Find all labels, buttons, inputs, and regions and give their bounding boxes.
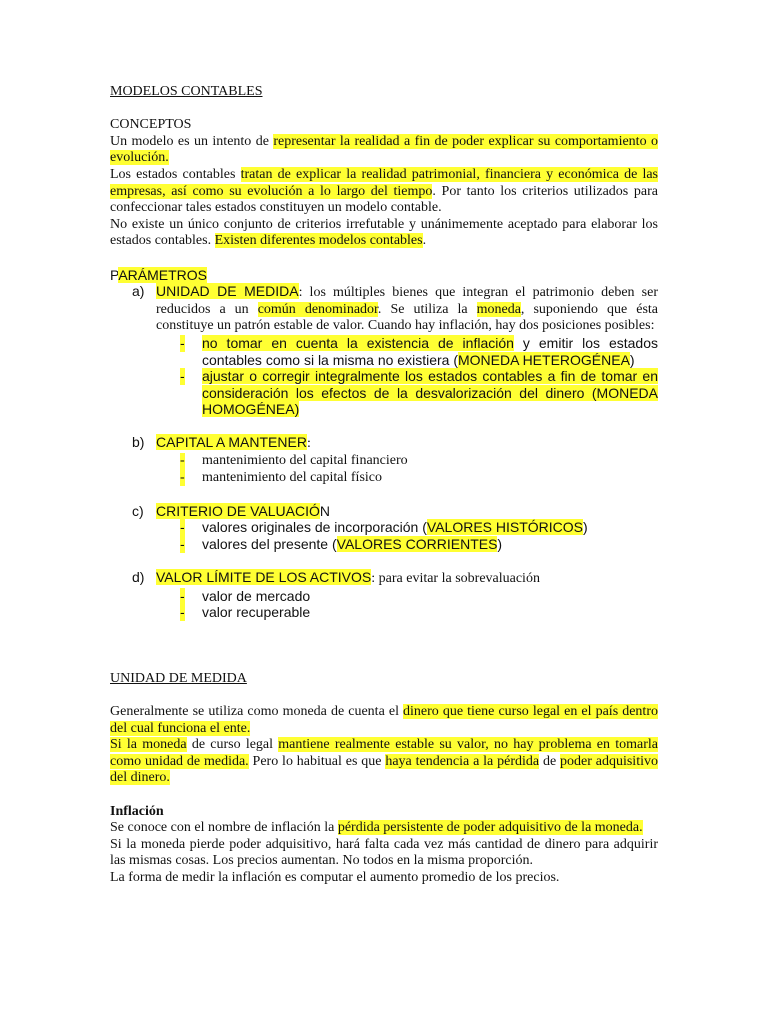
param-c-item: c) CRITERIO DE VALUACIÓN bbox=[132, 502, 331, 519]
param-d-sub-1: - valor de mercado bbox=[180, 587, 311, 604]
dash-marker: - bbox=[180, 519, 185, 536]
param-a-label: UNIDAD DE MEDIDA bbox=[156, 283, 299, 300]
inflacion-paragraph-2: Si la moneda pierde poder adquisitivo, hará falta cada vez más cantidad de dinero para adquirir las mismas cosas. Los precios aumentan. No todos en la misma proporción. bbox=[110, 836, 658, 869]
conceptos-paragraph-2: Los estados contables tratan de explicar la realidad patrimonial, financiera y económica de las empresas, así como su evolución a lo largo del tiempo. Por tanto los criterios utilizados para confeccionar tales estados constituyen un modelo contable. bbox=[110, 166, 659, 216]
unidad-heading: UNIDAD DE MEDIDA bbox=[110, 670, 247, 686]
dash-marker: - bbox=[180, 368, 185, 385]
param-a-sub-2: - ajustar o corregir integralmente los estados contables a fin de tomar en consideración los efectos de la desvalorización del dinero (MONEDA HOMOGÉNEA) bbox=[180, 368, 658, 418]
doc-title: MODELOS CONTABLES bbox=[110, 84, 263, 99]
inflacion-paragraph-3: La forma de medir la inflación es computar el aumento promedio de los precios. bbox=[110, 869, 560, 885]
param-c-sub-1: - valores originales de incorporación (VALORES HISTÓRICOS) bbox=[180, 519, 588, 536]
conceptos-heading: CONCEPTOS bbox=[110, 117, 192, 133]
list-marker: b) bbox=[132, 434, 145, 451]
dash-marker: - bbox=[180, 334, 185, 351]
inflacion-heading: Inflación bbox=[110, 803, 164, 819]
param-c-label: CRITERIO DE VALUACIÓ bbox=[156, 502, 320, 519]
conceptos-paragraph-1: Un modelo es un intento de representar la realidad a fin de poder explicar su comportamiento o evolución. bbox=[110, 133, 658, 166]
param-d-sub-2: - valor recuperable bbox=[180, 604, 311, 621]
dash-marker: - bbox=[180, 469, 185, 485]
list-marker: d) bbox=[132, 569, 145, 586]
param-b-sub-1: - mantenimiento del capital financiero bbox=[180, 453, 408, 469]
unidad-paragraph-2: Si la moneda de curso legal mantiene realmente estable su valor, no hay problema en tomarla como unidad de medida. Pero lo habitual es que haya tendencia a la pérdida de poder adquisitivo del dinero. bbox=[110, 737, 658, 786]
dash-marker: - bbox=[180, 453, 185, 469]
dash-marker: - bbox=[180, 587, 185, 604]
list-marker: c) bbox=[132, 502, 144, 519]
param-d-item: d) VALOR LÍMITE DE LOS ACTIVOS: para evitar la sobrevaluación bbox=[132, 569, 540, 587]
parametros-heading: PARÁMETROS bbox=[110, 266, 207, 283]
param-d-label: VALOR LÍMITE DE LOS ACTIVOS bbox=[156, 569, 372, 586]
param-c-sub-2: - valores del presente (VALORES CORRIENTES) bbox=[180, 536, 503, 553]
param-a-sub-1: - no tomar en cuenta la existencia de inflación y emitir los estados contables como si la misma no existiera (MONEDA HETEROGÉNEA) bbox=[180, 334, 658, 368]
param-b-sub-2: - mantenimiento del capital físico bbox=[180, 469, 382, 485]
param-b-label: CAPITAL A MANTENER bbox=[156, 434, 307, 451]
conceptos-paragraph-3: No existe un único conjunto de criterios irrefutable y unánimemente aceptado para elaborar los estados contables. Existen diferentes modelos contables. bbox=[110, 216, 658, 249]
param-a-item: a) UNIDAD DE MEDIDA: los múltiples bienes que integran el patrimonio deben ser reducidos a un común denominador. Se utiliza la moneda, suponiendo que ésta constituye un patrón estable de valor. Cuando hay inflación, hay dos posiciones posibles: bbox=[132, 283, 659, 334]
dash-marker: - bbox=[180, 604, 185, 621]
param-b-item: b) CAPITAL A MANTENER: bbox=[132, 434, 311, 452]
dash-marker: - bbox=[180, 536, 185, 553]
list-marker: a) bbox=[132, 283, 145, 300]
unidad-paragraph-1: Generalmente se utiliza como moneda de cuenta el dinero que tiene curso legal en el país dentro del cual funciona el ente. bbox=[110, 703, 658, 736]
document-page bbox=[110, 84, 658, 887]
inflacion-paragraph-1: Se conoce con el nombre de inflación la pérdida persistente de poder adquisitivo de la moneda. bbox=[110, 820, 643, 836]
